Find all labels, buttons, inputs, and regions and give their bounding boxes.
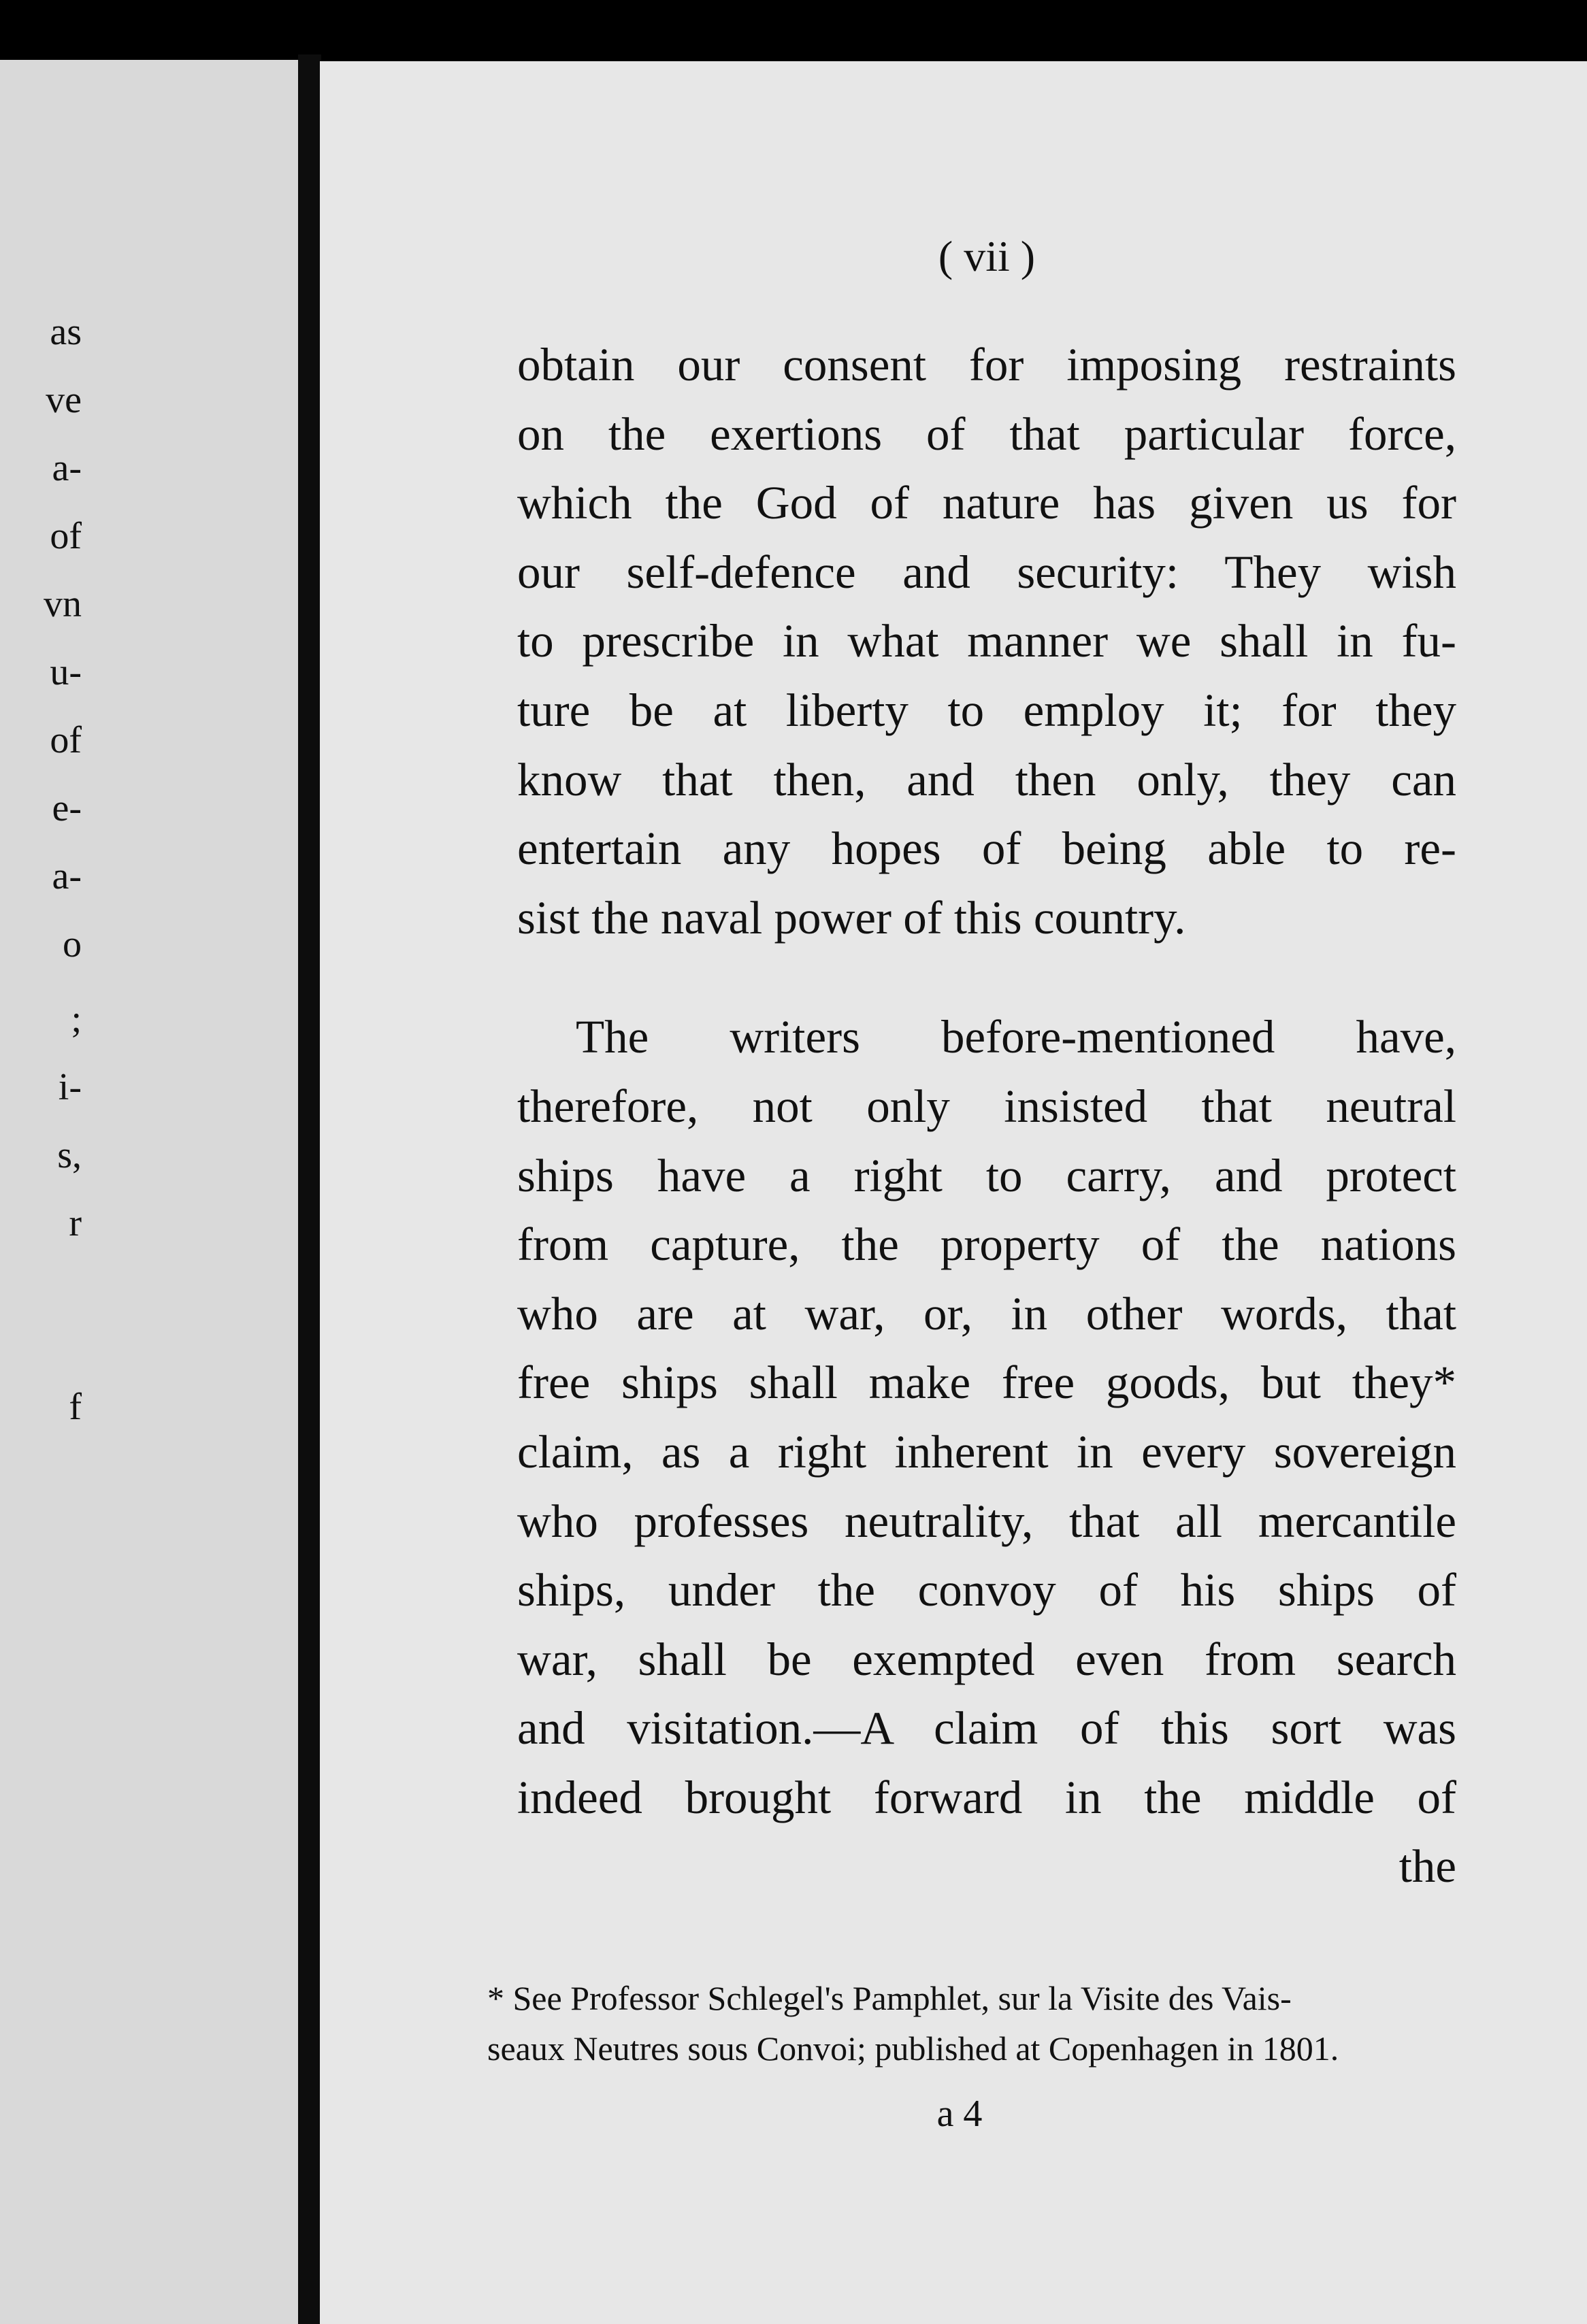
text-line: entertain any hopes of being able to re- [517, 823, 1456, 875]
text-line: ture be at liberty to employ it; for they [517, 684, 1456, 736]
text-line: who are at war, or, in other words, that [517, 1287, 1456, 1340]
paragraph-gap [517, 952, 1456, 1003]
text-line: from capture, the property of the nations [517, 1218, 1456, 1271]
signature-mark: a 4 [936, 2093, 983, 2135]
text-line: therefore, not only insisted that neutral [517, 1080, 1456, 1132]
left-page-fragment: a- [52, 855, 82, 897]
left-page-fragment: of [50, 515, 82, 557]
text-line: ships have a right to carry, and protect [517, 1149, 1456, 1201]
footnote [487, 1973, 1454, 2074]
footnote-line-1: * See Professor Schlegel's Pamphlet, sur la Visite des Vais- [487, 1979, 1292, 2017]
left-page-fragment: u- [50, 651, 82, 693]
left-page-fragment: vn [44, 583, 82, 625]
text-line: know that then, and then only, they can [517, 753, 1456, 806]
text-line: indeed brought forward in the middle of [517, 1771, 1456, 1823]
left-page-fragment: e- [52, 787, 82, 829]
left-page-fragment: ; [71, 998, 82, 1040]
text-line: The writers before-mentioned have, [576, 1011, 1456, 1063]
body-text [517, 331, 1456, 1902]
left-page-fragment: ve [46, 379, 82, 421]
text-line: obtain our consent for imposing restraints [517, 339, 1456, 391]
left-page-fragment: as [50, 311, 82, 353]
left-page-fragment: r [69, 1202, 82, 1244]
left-page-edge [0, 60, 299, 2324]
text-line: our self-defence and security: They wish [517, 546, 1456, 598]
text-line: war, shall be exempted even from search [517, 1633, 1456, 1685]
text-line: who professes neutrality, that all mercantile [517, 1495, 1456, 1547]
left-page-fragment: of [50, 719, 82, 761]
text-line: which the God of nature has given us for [517, 477, 1456, 529]
text-line: free ships shall make free goods, but they* [517, 1357, 1456, 1409]
text-line: on the exertions of that particular force, [517, 408, 1456, 460]
text-line: sist the naval power of this country. [517, 891, 1186, 944]
left-page-fragment: f [69, 1386, 82, 1428]
paragraph-1 [517, 331, 1456, 952]
text-line: ships, under the convoy of his ships of [517, 1564, 1456, 1616]
text-line: claim, as a right inherent in every sovereign [517, 1425, 1456, 1478]
text-line: to prescribe in what manner we shall in fu- [517, 615, 1456, 667]
left-page-fragment: o [63, 923, 82, 965]
footnote-line-2: seaux Neutres sous Convoi; published at Copenhagen in 1801. [487, 2029, 1339, 2068]
catchword: the [1398, 1840, 1456, 1893]
left-page-fragment: s, [57, 1134, 82, 1176]
text-line: and visitation.—A claim of this sort was [517, 1702, 1456, 1755]
page-number-header: ( vii ) [938, 232, 1036, 280]
book-gutter [298, 54, 321, 2324]
left-page-fragment: a- [52, 447, 82, 489]
paragraph-2 [517, 1003, 1456, 1832]
left-page-fragment: i- [58, 1066, 82, 1108]
